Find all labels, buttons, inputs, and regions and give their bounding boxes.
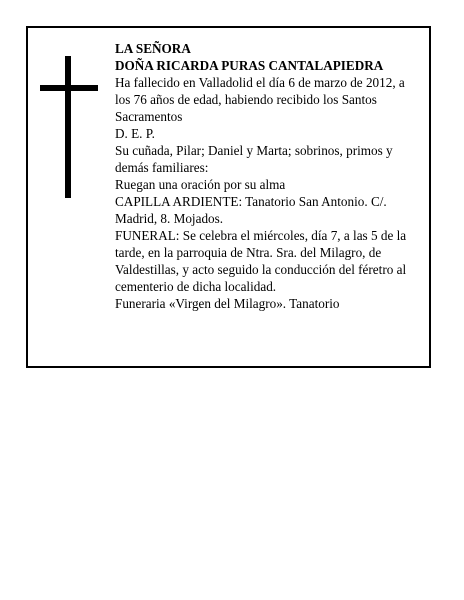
cross-vertical-bar <box>65 56 71 198</box>
notice-chapel: CAPILLA ARDIENTE: Tanatorio San Antonio. C/. Madrid, 8. Mojados. <box>115 194 387 226</box>
notice-heading-title: LA SEÑORA <box>115 41 191 56</box>
notice-prayer-request: Ruegan una oración por su alma <box>115 177 286 192</box>
notice-death-statement: Ha fallecido en Valladolid el día 6 de marzo de 2012, a los 76 años de edad, habiendo recibido los Santos Sacramentos <box>115 75 405 124</box>
notice-text <box>115 40 423 312</box>
notice-funeral: FUNERAL: Se celebra el miércoles, día 7, a las 5 de la tarde, en la parroquia de Ntra. Sra. del Milagro, de Valdestillas, y acto seguido la conducción del féretro al cementerio de dicha localidad. <box>115 228 407 294</box>
obituary-notice <box>26 26 431 368</box>
cross-horizontal-bar <box>40 85 98 91</box>
notice-rip: D. E. P. <box>115 126 155 141</box>
notice-funeral-home: Funeraria «Virgen del Milagro». Tanatorio <box>115 296 340 311</box>
latin-cross-icon <box>40 56 98 198</box>
notice-deceased-name: DOÑA RICARDA PURAS CANTALAPIEDRA <box>115 58 384 73</box>
notice-family: Su cuñada, Pilar; Daniel y Marta; sobrinos, primos y demás familiares: <box>115 143 393 175</box>
